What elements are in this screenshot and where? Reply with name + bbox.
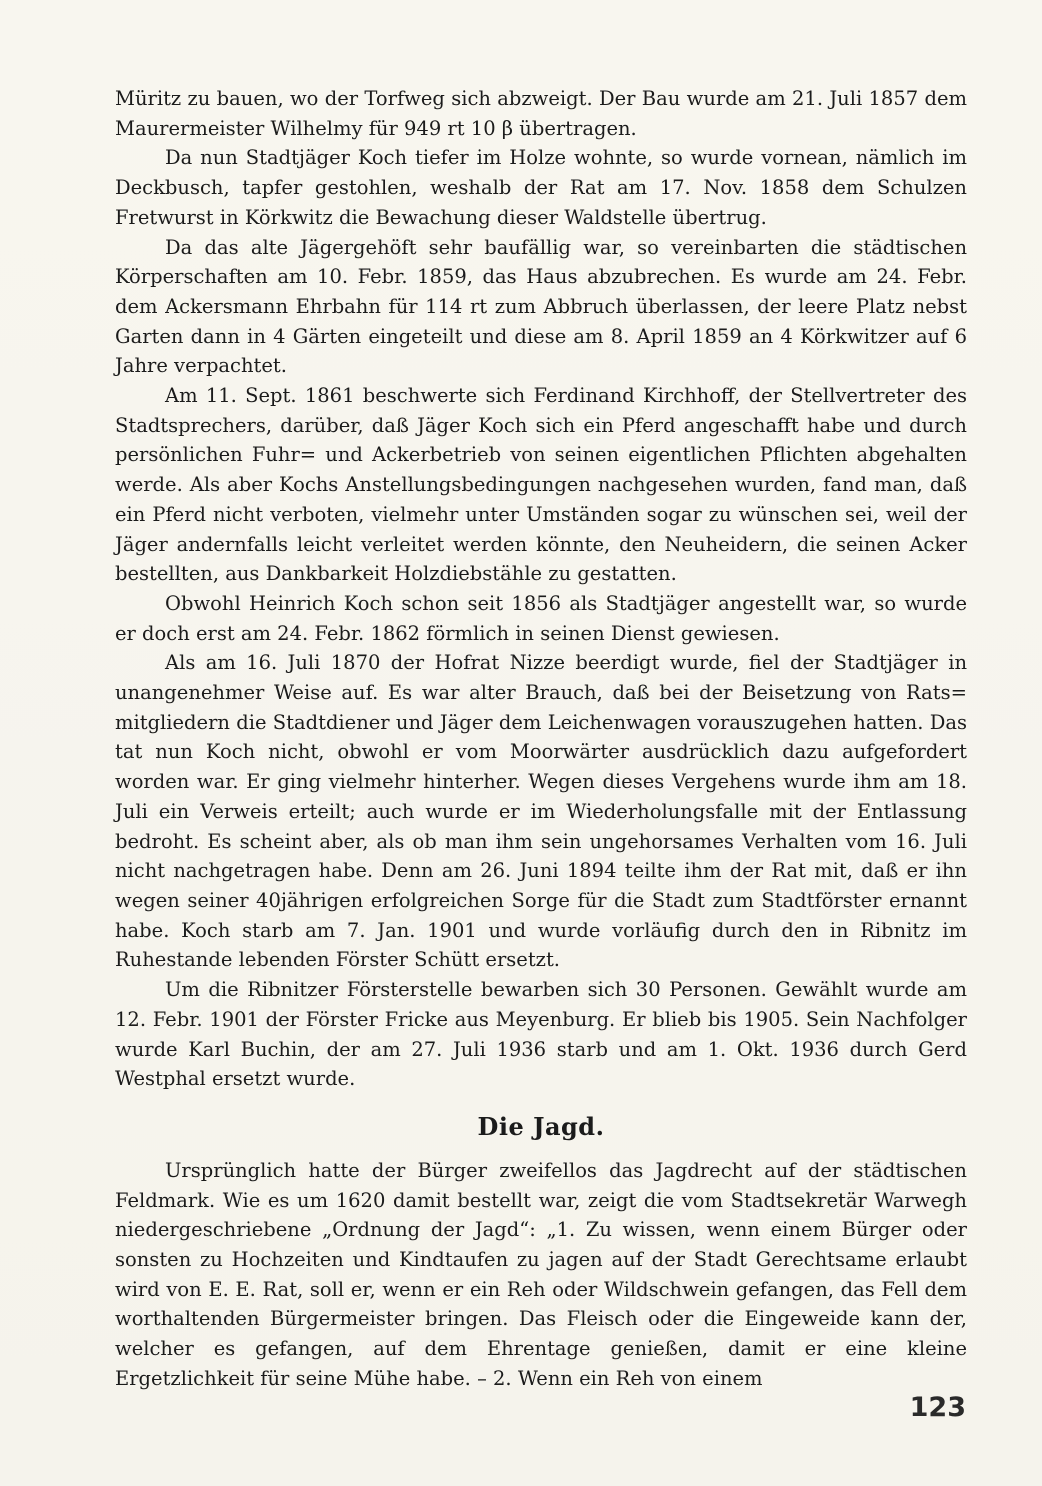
paragraph: Da das alte Jägergehöft sehr baufällig war, so vereinbarten die städtischen Körperschaften am 10. Febr. 1859, das Haus abzubrechen. Es wurde am 24. Febr. dem Ackersmann Ehrbahn für 114 rt zum Abbruch überlassen, der leere Platz nebst Garten dann in 4 Gärten eingeteilt und diese am 8. April 1859 an 4 Körkwitzer auf 6 Jahre verpachtet.	[115, 235, 967, 378]
paragraph: Da nun Stadtjäger Koch tiefer im Holze wohnte, so wurde vornean, nämlich im Deckbusch, tapfer gestohlen, weshalb der Rat am 17. Nov. 1858 dem Schulzen Fretwurst in Körkwitz die Bewachung dieser Waldstelle übertrug.	[115, 146, 967, 229]
paragraph: Obwohl Heinrich Koch schon seit 1856 als Stadtjäger angestellt war, so wurde er doch erst am 24. Febr. 1862 förmlich in seinen Dienst gewiesen.	[115, 591, 967, 645]
paragraph: Als am 16. Juli 1870 der Hofrat Nizze beerdigt wurde, fiel der Stadtjäger in unangenehmer Weise auf. Es war alter Brauch, daß bei der Beisetzung von Rats= mitgliedern die Stadtdiener und Jäger dem Leichenwagen vorauszugehen hatten. Das tat nun Koch nicht, obwohl er vom Moorwärter ausdrücklich dazu aufgefordert worden war. Er ging vielmehr hinterher. Wegen dieses Vergehens wurde ihm am 18. Juli ein Verweis erteilt; auch wurde er im Wiederholungsfalle mit der Entlassung bedroht. Es scheint aber, als ob man ihm sein ungehorsames Verhalten vom 16. Juli nicht nachgetragen habe. Denn am 26. Juni 1894 teilte ihm der Rat mit, daß er ihn wegen seiner 40jährigen erfolgreichen Sorge für die Stadt zum Stadtförster ernannt habe. Koch starb am 7. Jan. 1901 und wurde vorläufig durch den in Ribnitz im Ruhestande lebenden Förster Schütt ersetzt.	[115, 651, 967, 972]
paragraph: Müritz zu bauen, wo der Torfweg sich abzweigt. Der Bau wurde am 21. Juli 1857 dem Maurermeister Wilhelmy für 949 rt 10 β übertragen.	[115, 87, 967, 140]
page-number: 123	[909, 1392, 966, 1423]
paragraph: Ursprünglich hatte der Bürger zweifellos das Jagdrecht auf der städtischen Feldmark. Wie es um 1620 damit bestellt war, zeigt die vom Stadtsekretär Warwegh niedergeschriebene „Ordnung der Jagd“: „1. Zu wissen, wenn einem Bürger oder sonsten zu Hochzeiten und Kindtaufen zu jagen auf der Stadt Gerechtsame erlaubt wird von E. E. Rat, soll er, wenn er ein Reh oder Wildschwein gefangen, das Fell dem worthaltenden Bürgermeister bringen. Das Fleisch oder die Eingeweide kann der, welcher es gefangen, auf dem Ehrentage genießen, damit er eine kleine Ergetzlichkeit für seine Mühe habe. – 2. Wenn ein Reh von einem	[115, 1158, 967, 1390]
paragraph: Am 11. Sept. 1861 beschwerte sich Ferdinand Kirchhoff, der Stellvertreter des Stadtsprechers, darüber, daß Jäger Koch sich ein Pferd angeschafft habe und durch persönlichen Fuhr= und Ackerbetrieb von seinen eigentlichen Pflichten abgehalten werde. Als aber Kochs Anstellungsbedingungen nachgesehen wurden, fand man, daß ein Pferd nicht verboten, vielmehr unter Umständen sogar zu wünschen sei, weil der Jäger andernfalls leicht verleitet werden könnte, den Neuheidern, die seinen Acker bestellten, aus Dankbarkeit Holzdiebstähle zu gestatten.	[115, 384, 967, 586]
section-heading: Die Jagd.	[477, 1111, 605, 1141]
page-body	[115, 84, 967, 1394]
paragraph: Um die Ribnitzer Försterstelle bewarben sich 30 Personen. Gewählt wurde am 12. Febr. 1901 der Förster Fricke aus Meyenburg. Er blieb bis 1905. Sein Nachfolger wurde Karl Buchin, der am 27. Juli 1936 starb und am 1. Okt. 1936 durch Gerd Westphal ersetzt wurde.	[115, 978, 967, 1091]
